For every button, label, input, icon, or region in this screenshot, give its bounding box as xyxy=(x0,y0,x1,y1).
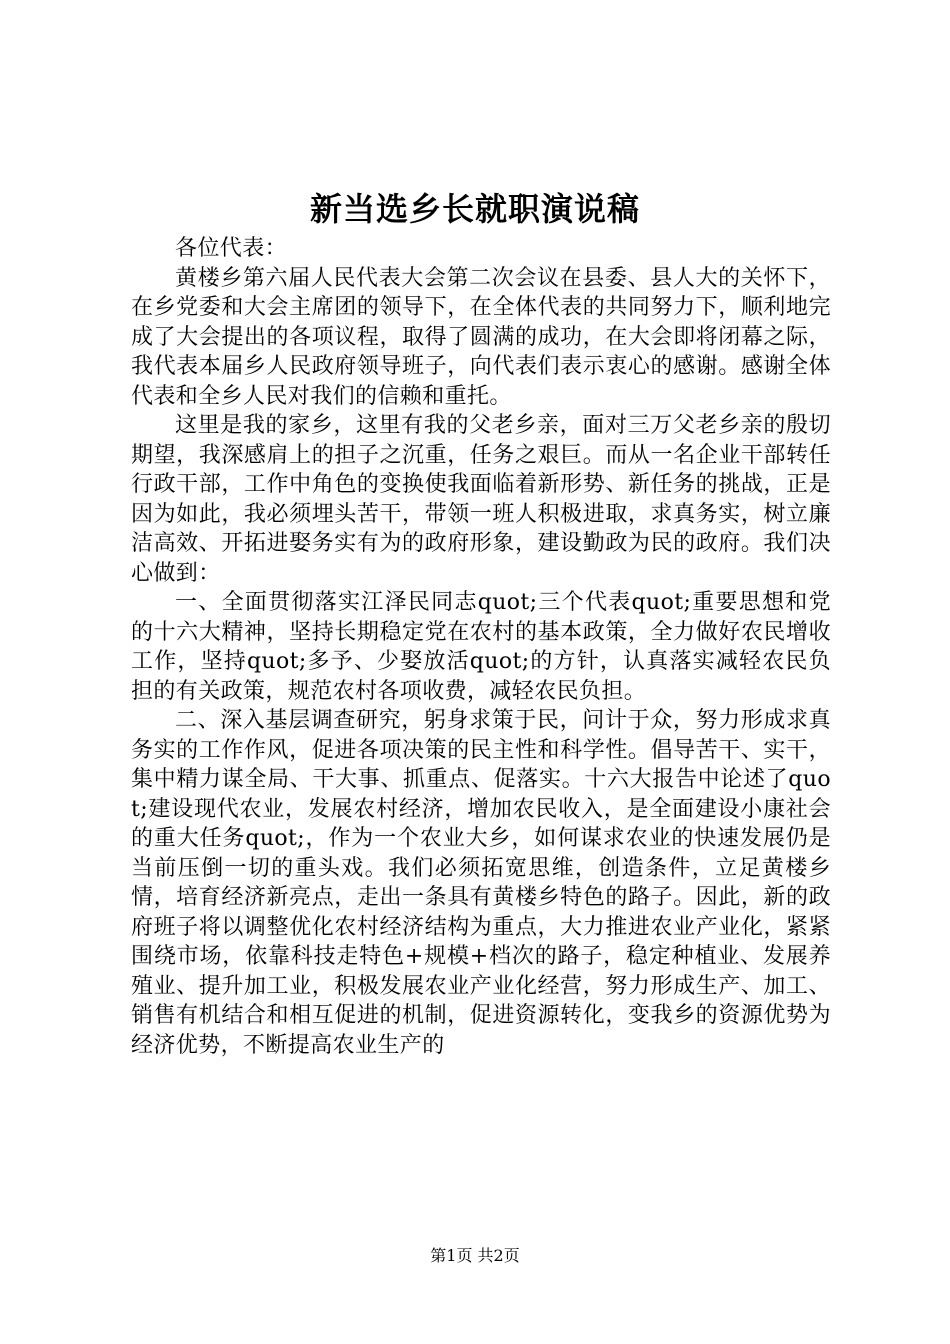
body-paragraph: 二、深入基层调查研究，躬身求策于民，问计于众，努力形成求真务实的工作作风，促进各项决策的民主性和科学性。倡导苦干、实干，集中精力谋全局、干大事、抓重点、促落实。十六大报告中论述了quot;建设现代农业，发展农村经济，增加农民收入，是全面建设小康社会的重大任务quot;，作为一个农业大乡，如何谋求农业的快速发展仍是当前压倒一切的重头戏。我们必须拓宽思维，创造条件，立足黄楼乡情，培育经济新亮点，走出一条具有黄楼乡特色的路子。因此，新的政府班子将以调整优化农村经济结构为重点，大力推进农业产业化，紧紧围绕市场，依靠科技走特色+规模+档次的路子，稳定种植业、发展养殖业、提升加工业，积极发展农业产业化经营，努力形成生产、加工、销售有机结合和相互促进的机制，促进资源转化，变我乡的资源优势为经济优势，不断提高农业生产的 xyxy=(131,708,831,1058)
page-number-footer: 第1页 共2页 xyxy=(430,1246,520,1265)
body-paragraph: 一、全面贯彻落实江泽民同志quot;三个代表quot;重要思想和党的十六大精神，坚持长期稳定党在农村的基本政策，全力做好农民增收工作，坚持quot;多予、少娶放活quot;的方针，认真落实减轻农民负担的有关政策，规范农村各项收费，减轻农民负担。 xyxy=(131,590,831,704)
body-paragraph: 黄楼乡第六届人民代表大会第二次会议在县委、县人大的关怀下，在乡党委和大会主席团的领导下，在全体代表的共同努力下，顺利地完成了大会提出的各项议程，取得了圆满的成功，在大会即将闭幕之际，我代表本届乡人民政府领导班子，向代表们表示衷心的感谢。感谢全体代表和全乡人民对我们的信赖和重托。 xyxy=(131,265,831,409)
document-title: 新当选乡长就职演说稿 xyxy=(309,190,640,228)
document-body xyxy=(131,234,831,1060)
salutation-paragraph: 各位代表： xyxy=(175,236,288,261)
body-paragraph: 这里是我的家乡，这里有我的父老乡亲，面对三万父老乡亲的殷切期望，我深感肩上的担子之沉重，任务之艰巨。而从一名企业干部转任行政干部，工作中角色的变换使我面临着新形势、新任务的挑战，正是因为如此，我必须埋头苦干，带领一班人积极进取，求真务实，树立廉洁高效、开拓进娶务实有为的政府形象，建设勤政为民的政府。我们决心做到： xyxy=(131,413,831,586)
